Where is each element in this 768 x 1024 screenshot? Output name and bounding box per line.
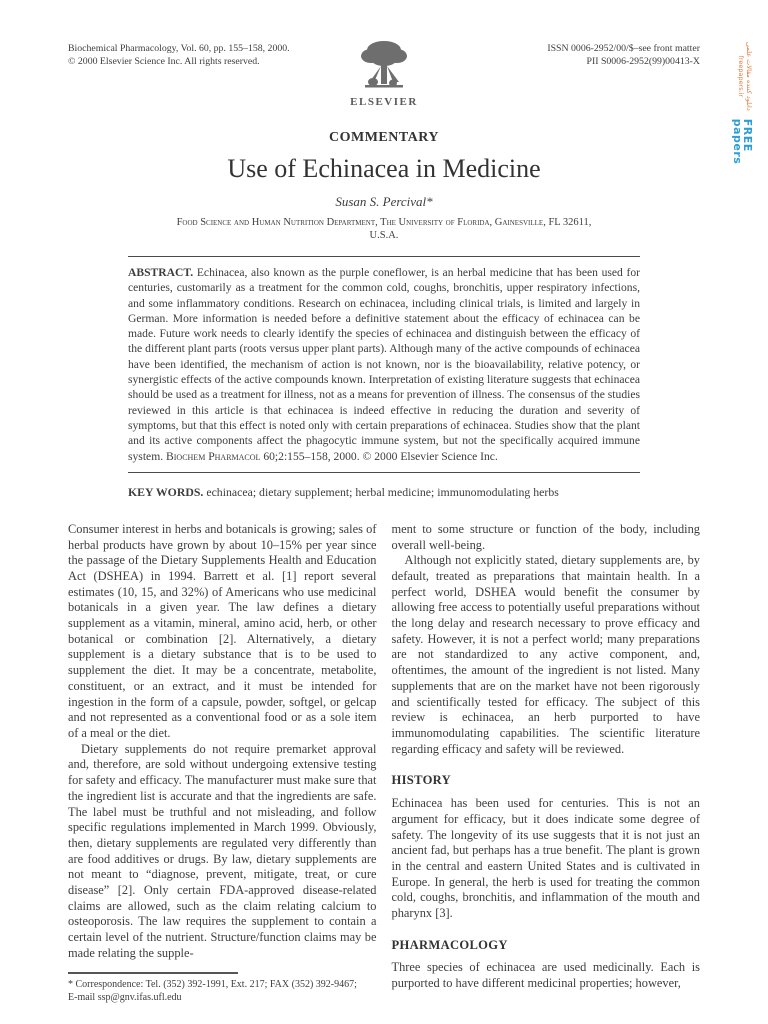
abstract-body-text: Echinacea, also known as the purple coneflower, is an herbal medicine that has been used for centuries, customarily as a treatment for the common cold, coughs, bronchitis, upper respiratory infections, and some inflammatory conditions. Research on echinacea, including clinical trials, is limited and largely in German. More information is needed before a definitive statement about the efficacy of echinacea can be made. Future work needs to clearly identify the species of echinacea and distinguish between the efficacy of the different plant parts (roots versus upper plant parts). Although many of the active compounds of echinacea have been identified, the mechanism of action is not known, nor is the bioavailability, relative potency, or synergistic effects of the active compounds known. Interpretation of existing literature suggests that echinacea should be used as a treatment for illness, not as a means for prevention of illness. The consensus of the studies reviewed in this article is that echinacea is indeed effective in reducing the duration and severity of symptoms, but that this effect is noted only with certain preparations of echinacea. Studies show that the plant and its active components affect the phagocytic immune system, but not the specifically acquired immune system. [128,266,640,463]
history-heading: HISTORY [391,773,452,788]
affiliation-line-2: U.S.A. [369,230,399,241]
publisher-name: ELSEVIER [350,96,418,108]
issn-line: ISSN 0006-2952/00/$–see front matter [547,43,700,54]
keywords-line [128,485,640,500]
body-paragraph-1: Consumer interest in herbs and botanicals is growing; sales of herbal products have grown by about 10–15% per year since the passage of the Dietary Supplements Health and Education Act (DSHEA) in 1994. Barrett et al. [1] report several estimates (10, 15, and 32%) of Americans who use medicinal botanicals in a given year. The law defines a dietary supplement as a vitamin, mineral, amino acid, herb, or other botanical or combination [2]. Alternatively, a dietary supplement is a dietary substance that is to be used to supplement the diet. It may be a concentrate, metabolite, constituent, or an extract, and it must be intended for ingestion in the form of a capsule, powder, softgel, or gelcap and not represented as a conventional food or as a sole item of a meal or the diet. [68,521,377,740]
pharmacology-heading: PHARMACOLOGY [391,937,508,952]
footnote-line-1: * Correspondence: Tel. (352) 392-1991, Ext. 217; FAX (352) 392-9467; [68,978,357,990]
left-column [68,522,377,1004]
footnote-rule [68,972,238,974]
issn-info [449,42,700,68]
author-name: Susan S. Percival* [335,194,433,209]
freepapers-logo [732,119,752,165]
freepapers-watermark [726,42,752,242]
right-column [392,522,701,1004]
body-paragraph-2: Dietary supplements do not require premarket approval and, therefore, are sold without undergoing extensive testing for safety and efficacy. The manufacturer must make sure that the ingredient list is accurate and that the ingredients are safe. The label must be truthful and not misleading, and follow specific regulations implemented in March 1999. Obviously, then, dietary supplements are regulated very differently than are food additives or drugs. By law, dietary supplements are not meant to “diagnose, prevent, mitigate, treat, or cure disease” [2]. Only certain FDA-approved disease-related claims are allowed, such as the claim relating calcium to osteoporosis. The law requires the supplement to contain a certain level of the nutrient. Structure/function claims may be made relating the supple- [68,741,377,960]
elsevier-tree-icon [353,77,415,94]
journal-info [68,42,319,68]
abstract-citation-journal: Biochem Pharmacol [166,449,261,463]
abstract-top-rule [128,256,640,257]
pii-line: PII S0006-2952(99)00413-X [586,56,700,67]
watermark-orange-text [737,42,752,111]
page-header [68,42,700,108]
copyright-line: © 2000 Elsevier Science Inc. All rights reserved. [68,56,260,67]
journal-citation-line: Biochemical Pharmacology, Vol. 60, pp. 155–158, 2000. [68,43,290,54]
pharmacology-paragraph: Three species of echinacea are used medicinally. Each is purported to have different medicinal properties; however, [391,960,700,991]
article-body [68,522,700,1004]
abstract-paragraph [128,265,640,464]
article-type-kicker: COMMENTARY [328,130,439,145]
abstract-bottom-rule [128,472,640,473]
abstract-section [128,256,640,473]
watermark-orange-line-1: دانلود کننده مقالات علمی [745,42,753,111]
abstract-label: ABSTRACT. [128,266,194,279]
keywords-label: KEY WORDS. [128,484,204,499]
author-affiliation [68,216,700,242]
abstract-citation-rest: 60;2:155–158, 2000. © 2000 Elsevier Science Inc. [260,449,498,463]
publisher-logo [319,38,449,108]
history-paragraph: Echinacea has been used for centuries. This is not an argument for efficacy, but it does indicate some degree of safety. The longevity of its use suggests that it is not just an ancient fad, but perhaps has a true benefit. The plant is grown in the central and eastern United States and is cultivated in Europe. In general, the herb is used for treating the common cold, coughs, bronchitis, and inflammation of the mouth and pharynx [3]. [391,796,700,921]
correspondence-footnote [68,972,377,1004]
watermark-orange-line-2: freepapers.ir [737,55,746,98]
watermark-blue-line-2: papers [731,118,744,165]
keywords-text: echinacea; dietary supplement; herbal medicine; immunomodulating herbs [203,484,559,499]
article-title: Use of Echinacea in Medicine [227,154,541,183]
body-paragraph-4: Although not explicitly stated, dietary supplements are, by default, treated as preparations that maintain health. In a perfect world, DSHEA would benefit the consumer by allowing free access to potentially useful preparations without the long delay and research necessary to prove efficacy and safety. However, it is not a perfect world; many preparations are not standardized to any active component, and, oftentimes, the amount of the ingredient is not listed. Many supplements that are on the market have not been rigorously and scientifically tested for efficacy. The subject of this review is echinacea, an herb purported to have immunomodulating capabilities. The scientific literature regarding efficacy and safety will be reviewed. [391,553,700,756]
footnote-line-2: E-mail ssp@gnv.ifas.ufl.edu [68,991,182,1003]
body-paragraph-3: ment to some structure or function of the body, including overall well-being. [391,521,700,552]
affiliation-line-1: Food Science and Human Nutrition Department, The University of Florida, Gainesville, FL 32611, [176,217,592,228]
watermark-blue-line-1: FREE [741,118,754,152]
